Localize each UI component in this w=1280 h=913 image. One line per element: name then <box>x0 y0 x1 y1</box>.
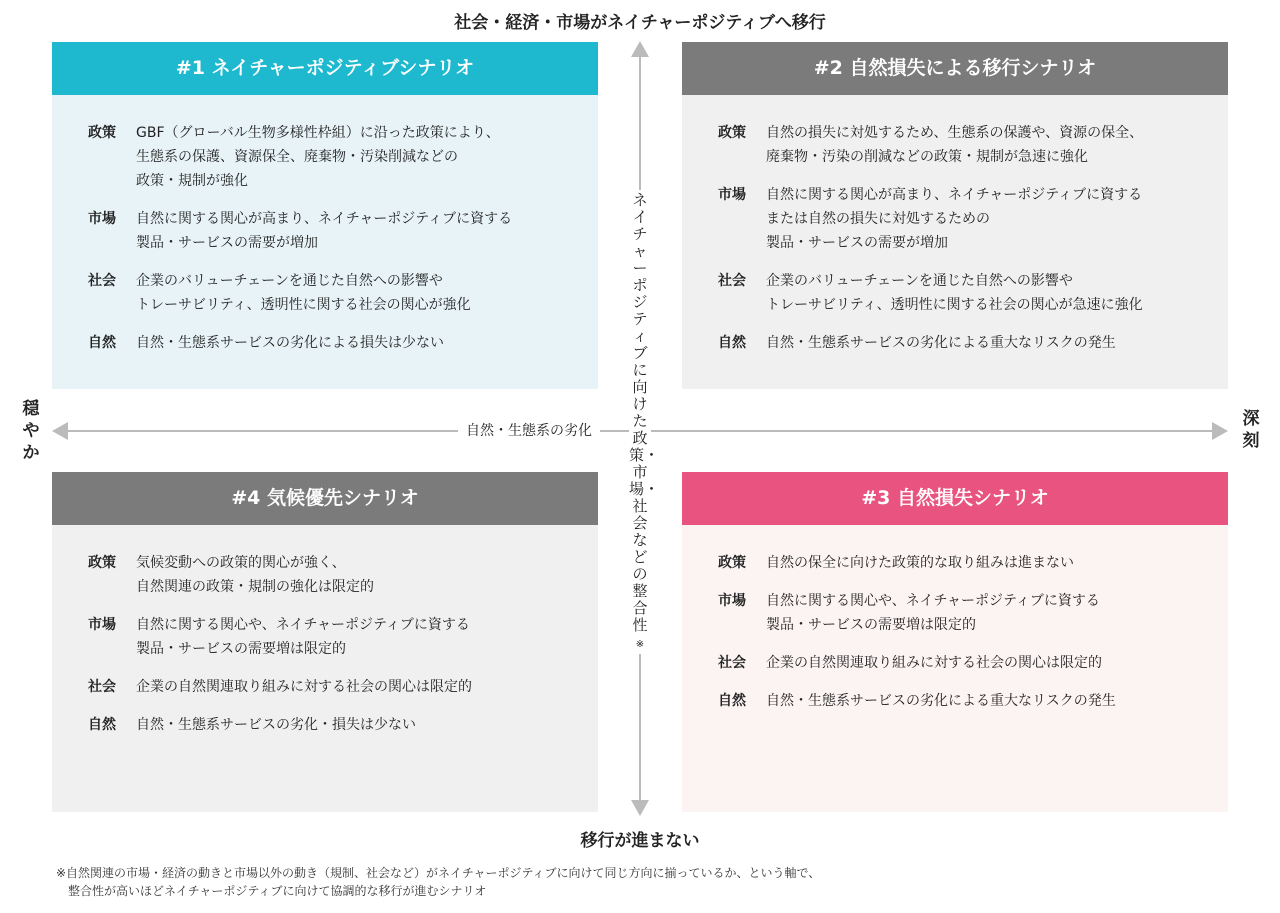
row-category-label: 社会 <box>88 273 116 289</box>
scenario-2-title: #2 自然損失による移行シナリオ <box>682 42 1228 95</box>
scenario-3-title: #3 自然損失シナリオ <box>682 472 1228 525</box>
row-description-line: GBF（グローバル生物多様性枠組）に沿った政策により、 <box>136 125 500 141</box>
down-arrow-icon <box>631 800 649 816</box>
axis-left-label: 穏やか <box>22 399 40 463</box>
row-description <box>136 331 578 355</box>
scenario-row <box>88 207 578 255</box>
axis-right-label: 深刻 <box>1242 409 1260 451</box>
up-arrow-icon <box>631 41 649 57</box>
scenario-row <box>718 651 1208 675</box>
row-description-line: トレーサビリティ、透明性に関する社会の関心が急速に強化 <box>766 297 1143 313</box>
scenario-row <box>88 269 578 317</box>
scenario-row <box>88 613 578 661</box>
row-description <box>136 551 578 599</box>
left-arrow-icon <box>52 422 68 440</box>
row-description <box>766 269 1208 317</box>
row-category-label: 政策 <box>88 555 116 571</box>
row-description <box>766 183 1208 255</box>
scenario-2-body <box>682 95 1228 355</box>
scenario-row <box>88 713 578 737</box>
scenario-1-panel <box>52 42 598 389</box>
row-description-line: 製品・サービスの需要が増加 <box>766 235 948 251</box>
scenario-2-panel <box>682 42 1228 389</box>
row-description-line: 自然関連の政策・規制の強化は限定的 <box>136 579 374 595</box>
horizontal-axis-label: 自然・生態系の劣化 <box>458 420 600 442</box>
row-description-line: 自然に関する関心が高まり、ネイチャーポジティブに資する <box>766 187 1143 203</box>
row-category-label: 社会 <box>718 655 746 671</box>
row-description-line: 自然・生態系サービスの劣化・損失は少ない <box>136 717 416 733</box>
scenario-row <box>718 121 1208 169</box>
scenario-row <box>88 331 578 355</box>
vertical-axis-label: ネイチャーポジティブに向けた政策・市場・社会などの整合性 <box>629 191 660 634</box>
row-category-label: 政策 <box>718 555 746 571</box>
row-description-line: または自然の損失に対処するための <box>766 211 990 227</box>
row-description-line: 企業の自然関連取り組みに対する社会の関心は限定的 <box>766 655 1102 671</box>
scenario-row <box>718 269 1208 317</box>
row-description-line: 製品・サービスの需要増は限定的 <box>766 617 976 633</box>
row-description-line: 自然に関する関心や、ネイチャーポジティブに資する <box>136 617 470 633</box>
row-description <box>766 121 1208 169</box>
row-description-line: 自然に関する関心が高まり、ネイチャーポジティブに資する <box>136 211 513 227</box>
row-description-line: 自然の保全に向けた政策的な取り組みは進まない <box>766 555 1074 571</box>
footnote <box>56 864 820 900</box>
row-description <box>136 675 578 699</box>
row-description-line: 自然・生態系サービスの劣化による重大なリスクの発生 <box>766 693 1116 709</box>
row-category-label: 自然 <box>88 717 116 733</box>
scenario-1-body <box>52 95 598 355</box>
row-description-line: 自然・生態系サービスの劣化による損失は少ない <box>136 335 444 351</box>
row-category-label: 社会 <box>88 679 116 695</box>
row-category-label: 市場 <box>88 617 116 633</box>
scenario-4-title: #4 気候優先シナリオ <box>52 472 598 525</box>
scenario-row <box>718 689 1208 713</box>
row-description-line: 自然に関する関心や、ネイチャーポジティブに資する <box>766 593 1100 609</box>
row-category-label: 政策 <box>88 125 116 141</box>
row-description-line: 自然・生態系サービスの劣化による重大なリスクの発生 <box>766 335 1116 351</box>
row-description <box>766 551 1208 575</box>
row-description <box>136 613 578 661</box>
footnote-line-1: ※自然関連の市場・経済の動きと市場以外の動き（規制、社会など）がネイチャーポジティブに向けて同じ方向に揃っているか、という軸で、 <box>56 866 821 880</box>
axis-bottom-label: 移行が進まない <box>580 831 700 851</box>
vertical-axis-footnote-mark: ※ <box>635 639 645 650</box>
scenario-1-title: #1 ネイチャーポジティブシナリオ <box>52 42 598 95</box>
row-description <box>136 269 578 317</box>
row-category-label: 政策 <box>718 125 746 141</box>
row-description-line: 企業の自然関連取り組みに対する社会の関心は限定的 <box>136 679 472 695</box>
right-arrow-icon <box>1212 422 1228 440</box>
scenario-row <box>88 675 578 699</box>
row-category-label: 市場 <box>88 211 116 227</box>
row-description <box>766 589 1208 637</box>
footnote-line-2: 整合性が高いほどネイチャーポジティブに向けて協調的な移行が進むシナリオ <box>56 884 487 898</box>
scenario-3-body <box>682 525 1228 713</box>
row-description <box>766 331 1208 355</box>
scenario-row <box>718 331 1208 355</box>
row-category-label: 市場 <box>718 593 746 609</box>
row-description <box>136 207 578 255</box>
row-description-line: 製品・サービスの需要が増加 <box>136 235 318 251</box>
row-category-label: 社会 <box>718 273 746 289</box>
row-category-label: 市場 <box>718 187 746 203</box>
row-category-label: 自然 <box>718 693 746 709</box>
row-description-line: 自然の損失に対処するため、生態系の保護や、資源の保全、 <box>766 125 1144 141</box>
scenario-row <box>718 551 1208 575</box>
scenario-row <box>718 589 1208 637</box>
scenario-row <box>718 183 1208 255</box>
scenario-row <box>88 121 578 193</box>
row-description-line: 政策・規制が強化 <box>136 173 248 189</box>
vertical-axis-label-box <box>629 190 660 654</box>
row-category-label: 自然 <box>88 335 116 351</box>
axis-top-label: 社会・経済・市場がネイチャーポジティブへ移行 <box>454 13 826 33</box>
row-description-line: 生態系の保護、資源保全、廃棄物・汚染削減などの <box>136 149 458 165</box>
scenario-3-panel <box>682 472 1228 812</box>
row-description-line: 廃棄物・汚染の削減などの政策・規制が急速に強化 <box>766 149 1088 165</box>
scenario-4-body <box>52 525 598 737</box>
row-description-line: 製品・サービスの需要増は限定的 <box>136 641 346 657</box>
scenario-row <box>88 551 578 599</box>
row-description-line: 企業のバリューチェーンを通じた自然への影響や <box>136 273 443 289</box>
scenario-4-panel <box>52 472 598 812</box>
row-category-label: 自然 <box>718 335 746 351</box>
row-description-line: 企業のバリューチェーンを通じた自然への影響や <box>766 273 1073 289</box>
row-description <box>766 689 1208 713</box>
row-description <box>136 713 578 737</box>
row-description <box>766 651 1208 675</box>
row-description-line: トレーサビリティ、透明性に関する社会の関心が強化 <box>136 297 471 313</box>
row-description-line: 気候変動への政策的関心が強く、 <box>136 555 346 571</box>
row-description <box>136 121 578 193</box>
